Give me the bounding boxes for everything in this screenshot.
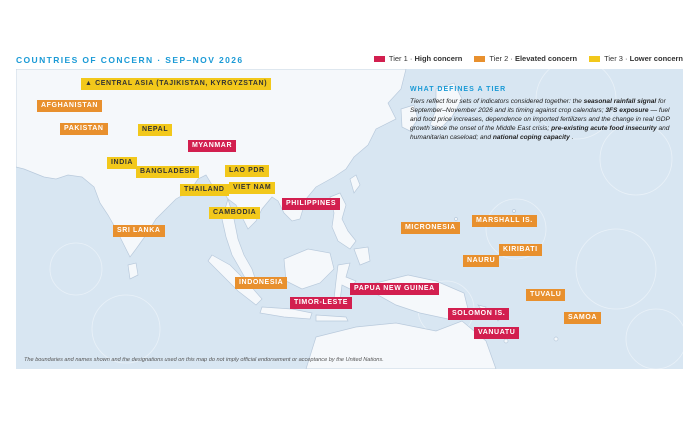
label-india: INDIA xyxy=(107,157,137,169)
legend-tier2-tier: Tier 2 · xyxy=(489,54,515,63)
legend-swatch-tier3 xyxy=(589,56,600,62)
map-title: COUNTRIES OF CONCERN · SEP–NOV 2026 xyxy=(16,55,244,65)
legend-item-tier2 xyxy=(474,54,577,63)
label-thailand: THAILAND xyxy=(180,184,229,196)
legend-tier1-label: High concern xyxy=(414,54,463,63)
legend-swatch-tier2 xyxy=(474,56,485,62)
legend-item-tier1 xyxy=(374,54,463,63)
label-myanmar: MYANMAR xyxy=(188,140,236,152)
legend-tier3-tier: Tier 3 · xyxy=(604,54,630,63)
label-vanuatu: VANUATU xyxy=(474,327,519,339)
label-marshall-is: MARSHALL IS. xyxy=(472,215,537,227)
info-heading: WHAT DEFINES A TIER xyxy=(410,86,507,93)
legend xyxy=(374,54,683,63)
label-timor-leste: TIMOR-LESTE xyxy=(290,297,352,309)
legend-tier3-label: Lower concern xyxy=(629,54,683,63)
label-nauru: NAURU xyxy=(463,255,499,267)
label-bangladesh: BANGLADESH xyxy=(136,166,199,178)
label-viet-nam: VIET NAM xyxy=(229,182,275,194)
label-micronesia: MICRONESIA xyxy=(401,222,460,234)
label-pakistan: PAKISTAN xyxy=(60,123,108,135)
info-body: Tiers reflect four sets of indicators considered together: the seasonal rainfall signal for September–November 2026 and its timing against crop calendars; 3FS exposure — fuel and food price increases, dependence on imported fertilizers and the change in real GDP growth since the onset of the Middle East crisis; pre-existing acute food insecurity and humanitarian caseload; and national coping capacity . xyxy=(410,98,670,141)
label-kiribati: KIRIBATI xyxy=(499,244,542,256)
label-philippines: PHILIPPINES xyxy=(282,198,340,210)
label-samoa: SAMOA xyxy=(564,312,601,324)
legend-item-tier3 xyxy=(589,54,683,63)
label-indonesia: INDONESIA xyxy=(235,277,287,289)
label-papua-new-guinea: PAPUA NEW GUINEA xyxy=(350,283,439,295)
label-lao-pdr: LAO PDR xyxy=(225,165,269,177)
legend-tier1-tier: Tier 1 · xyxy=(388,54,415,63)
label-central-asia: ▲ CENTRAL ASIA (TAJIKISTAN, KYRGYZSTAN) xyxy=(81,78,271,90)
label-sri-lanka: SRI LANKA xyxy=(113,225,165,237)
map-panel xyxy=(16,69,683,369)
legend-tier2-label: Elevated concern xyxy=(514,54,578,63)
label-solomon-is: SOLOMON IS. xyxy=(448,308,509,320)
label-nepal: NEPAL xyxy=(138,124,172,136)
label-tuvalu: TUVALU xyxy=(526,289,565,301)
label-afghanistan: AFGHANISTAN xyxy=(37,100,102,112)
tier-definition-box xyxy=(410,86,678,142)
legend-swatch-tier1 xyxy=(374,56,385,62)
disclaimer: The boundaries and names shown and the designations used on this map do not imply official endorsement or acceptance by the United Nations. xyxy=(24,357,384,363)
label-cambodia: CAMBODIA xyxy=(209,207,260,219)
